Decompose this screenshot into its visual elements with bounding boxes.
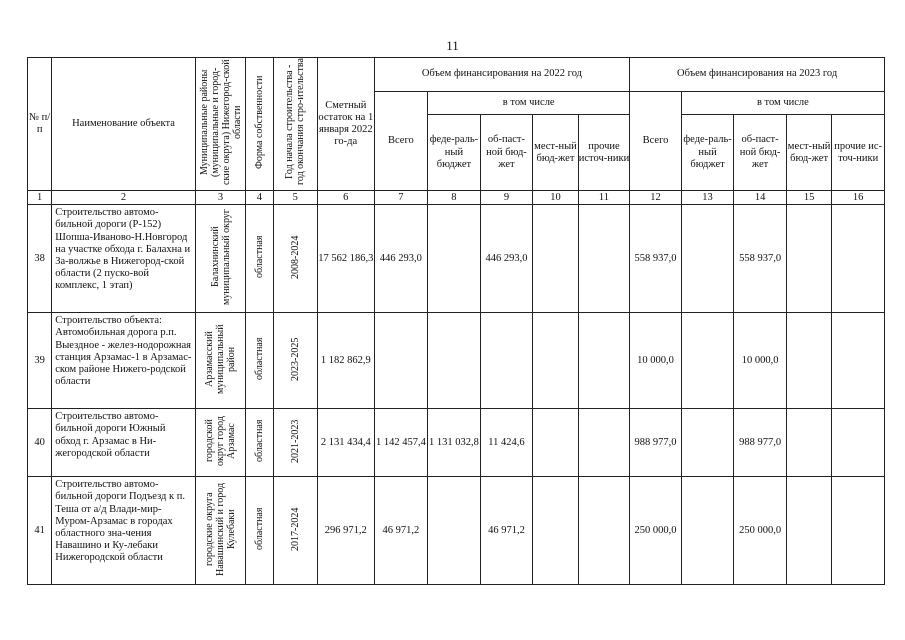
table-row [28,409,885,477]
federal-2023 [681,313,734,409]
district: городские округа Навашинский и город Кулебаки [195,477,246,585]
ownership: областная [246,409,273,477]
table-row [28,205,885,313]
regional-2022 [480,313,533,409]
regional-2022: 46 971,2 [480,477,533,585]
header-number: № п/п [28,58,52,191]
total-2023: 10 000,0 [630,313,682,409]
row-number: 40 [28,409,52,477]
federal-2022 [428,477,481,585]
regional-2023: 988 977,0 [734,409,787,477]
regional-2023: 558 937,0 [734,205,787,313]
column-number: 12 [630,191,682,205]
total-2022: 446 293,0 [374,205,428,313]
column-number: 14 [734,191,787,205]
header-total-2023: Всего [630,92,682,191]
regional-2023: 250 000,0 [734,477,787,585]
local-2022 [533,409,578,477]
regional-2022: 446 293,0 [480,205,533,313]
header-other-2022: прочие источ-ники [578,115,630,191]
total-2022: 1 142 457,4 [374,409,428,477]
table-row [28,477,885,585]
header-federal-2022: феде-раль-ный бюджет [428,115,481,191]
header-local-2023: мест-ный бюд-жет [786,115,831,191]
header-local-2022: мест-ный бюд-жет [533,115,578,191]
remainder: 17 562 186,3 [318,205,375,313]
remainder: 296 971,2 [318,477,375,585]
page-number: 11 [446,38,459,53]
column-number: 5 [273,191,317,205]
object-name: Строительство автомо-бильной дороги Подъезд к п. Теша от а/д Влади-мир-Муром-Арзамас в городах областного зна-чения Навашино и Ку-лебаки Нижегородской области [52,477,196,585]
header-financing-2023: Объем финансирования на 2023 год [630,58,885,92]
column-number: 10 [533,191,578,205]
header-total-2022: Всего [374,92,428,191]
object-name: Строительство объекта: Автомобильная дорога р.п. Выездное - желез-нодорожная станция Арзамас-1 в Арзамас-ском районе Нижего-родской области [52,313,196,409]
column-numbers-row [28,191,885,205]
district: Арзамасский муниципальный район [195,313,246,409]
header-regional-2023: об-паст-ной бюд-жет [734,115,787,191]
other-2023 [832,409,885,477]
federal-2022 [428,313,481,409]
other-2022 [578,205,630,313]
header-federal-2023: феде-раль-ный бюджет [681,115,734,191]
other-2023 [832,313,885,409]
column-number: 8 [428,191,481,205]
local-2023 [786,409,831,477]
other-2022 [578,313,630,409]
federal-2022 [428,205,481,313]
row-number: 39 [28,313,52,409]
years: 2021-2023 [273,409,317,477]
regional-2022: 11 424,6 [480,409,533,477]
header-district: Муниципальные районы (муниципальные и город-ские округа) Нижегород-ской области [195,58,246,191]
header-remainder: Сметный остаток на 1 января 2022 го-да [318,58,375,191]
column-number: 11 [578,191,630,205]
remainder: 1 182 862,9 [318,313,375,409]
ownership: областная [246,313,273,409]
ownership: областная [246,477,273,585]
column-number: 7 [374,191,428,205]
row-number: 38 [28,205,52,313]
header-other-2023: прочие ис-точ-ники [832,115,885,191]
column-number: 2 [52,191,196,205]
federal-2022: 1 131 032,8 [428,409,481,477]
federal-2023 [681,477,734,585]
years: 2017-2024 [273,477,317,585]
header-including-2023: в том числе [681,92,884,115]
district: Балахнинский муниципальный округ [195,205,246,313]
column-number: 4 [246,191,273,205]
header-financing-2022: Объем финансирования на 2022 год [374,58,630,92]
regional-2023: 10 000,0 [734,313,787,409]
total-2023: 988 977,0 [630,409,682,477]
local-2023 [786,205,831,313]
years: 2008-2024 [273,205,317,313]
total-2023: 250 000,0 [630,477,682,585]
other-2022 [578,409,630,477]
federal-2023 [681,205,734,313]
total-2022 [374,313,428,409]
years: 2023-2025 [273,313,317,409]
column-number: 1 [28,191,52,205]
other-2023 [832,477,885,585]
other-2023 [832,205,885,313]
column-number: 9 [480,191,533,205]
column-number: 15 [786,191,831,205]
object-name: Строительство автомо-бильной дороги Южный обход г. Арзамас в Ни-жегородской области [52,409,196,477]
district: городской округ город Арзамас [195,409,246,477]
header-years: Год начала строительства - год окончания стро-ительства [273,58,317,191]
other-2022 [578,477,630,585]
column-number: 13 [681,191,734,205]
column-number: 6 [318,191,375,205]
total-2023: 558 937,0 [630,205,682,313]
header-regional-2022: об-паст-ной бюд-жет [480,115,533,191]
table-row [28,313,885,409]
federal-2023 [681,409,734,477]
object-name: Строительство автомо-бильной дороги (Р-152) Шопша-Иваново-Н.Новгород на участке обхода г. Балахна и За-волжье в Нижегород-ской области (2 пуско-вой комплекс, 1 этап) [52,205,196,313]
column-number: 3 [195,191,246,205]
local-2023 [786,313,831,409]
ownership: областная [246,205,273,313]
local-2022 [533,205,578,313]
total-2022: 46 971,2 [374,477,428,585]
local-2022 [533,477,578,585]
column-number: 16 [832,191,885,205]
header-including-2022: в том числе [428,92,630,115]
header-ownership: Форма собственности [246,58,273,191]
remainder: 2 131 434,4 [318,409,375,477]
header-object-name: Наименование объекта [52,58,196,191]
row-number: 41 [28,477,52,585]
local-2022 [533,313,578,409]
local-2023 [786,477,831,585]
financing-table [27,57,885,585]
